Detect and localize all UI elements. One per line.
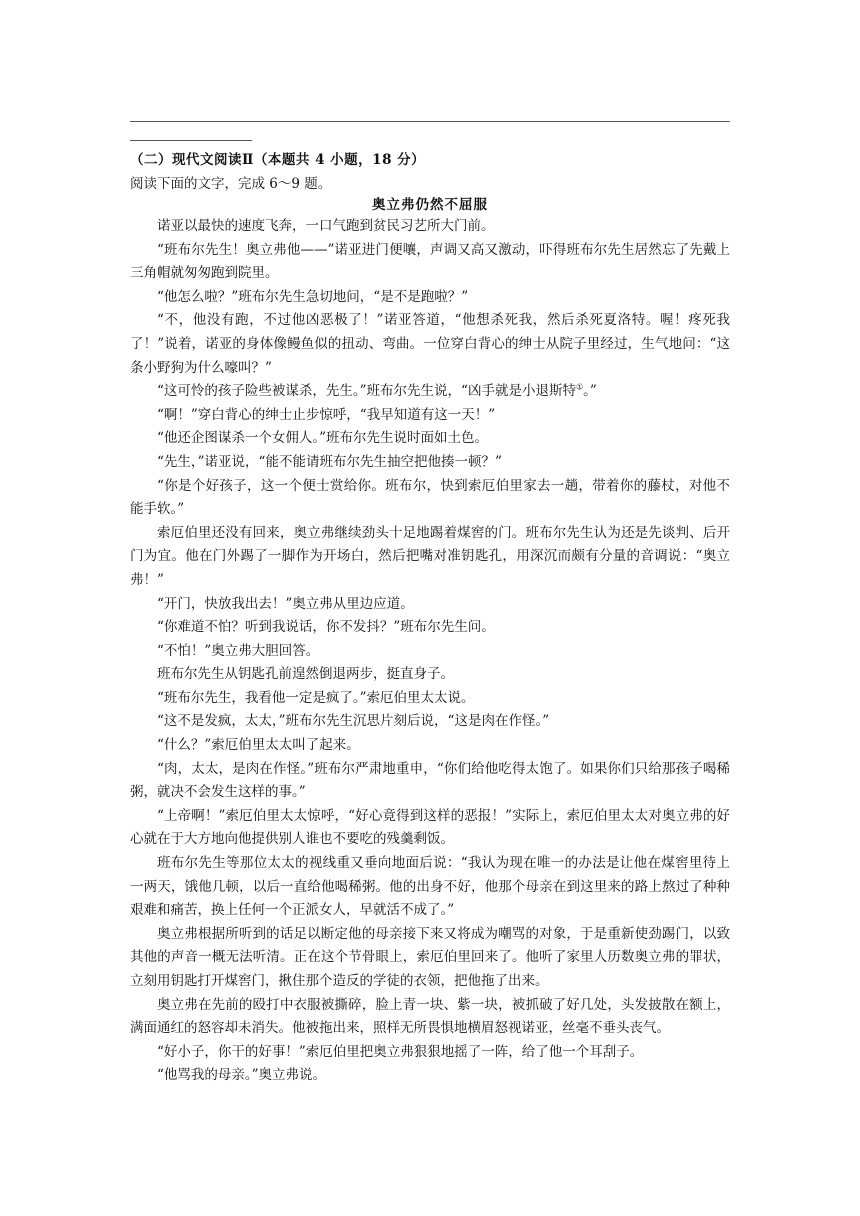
paragraph: “先生，”诺亚说，“能不能请班布尔先生抽空把他揍一顿？” [157,453,502,470]
paragraph: 诺亚以最快的速度飞奔，一口气跑到贫民习艺所大门前。 [157,218,495,234]
paragraph: 班布尔先生从钥匙孔前遑然倒退两步，挺直身子。 [157,666,454,683]
article-title: 奥立弗仍然不屈服 [372,197,488,213]
paragraph: “肉，太太，是肉在作怪。”班布尔严肃地重申，“你们给他吃得太饱了。如果你们只给那孩子喝稀粥，就决不会发生这样的事。” [130,760,730,801]
paragraph: “上帝啊！”索厄伯里太太惊呼，“好心竟得到这样的恶报！”实际上，索厄伯里太太对奥立弗的好心就在于大方地向他提供别人谁也不要吃的残羹剩饭。 [130,807,730,848]
paragraph-text: “这可怜的孩子险些被谋杀，先生。”班布尔先生说，“凶手就是小退斯特 [157,383,576,400]
header-short-rule [130,140,252,141]
paragraph: “好小子，你干的好事！”索厄伯里把奥立弗狠狠地摇了一阵，给了他一个耳刮子。 [157,1043,644,1060]
paragraph: “这不是发疯，太太，”班布尔先生沉思片刻后说，“这是肉在作怪。” [157,713,550,730]
paragraph: “他骂我的母亲。”奥立弗说。 [157,1067,327,1084]
article-body [130,215,730,1088]
paragraph: “班布尔先生，我看他一定是疯了。”索厄伯里太太说。 [157,689,475,706]
paragraph: “你难道不怕？听到我说话，你不发抖？”班布尔先生问。 [157,619,495,636]
paragraph-text-end: 。” [583,383,597,400]
section-heading: （二）现代文阅读Ⅱ（本题共 4 小题，18 分） [130,152,426,168]
paragraph: “不怕！”奥立弗大胆回答。 [157,642,320,659]
reading-instruction: 阅读下面的文字，完成 6～9 题。 [130,176,332,192]
paragraph: “开门，快放我出去！”奥立弗从里边应道。 [157,595,414,612]
paragraph: “班布尔先生！奥立弗他——”诺亚进门便嚷，声调又高又激动，吓得班布尔先生居然忘了先戴上三角帽就匆匆跑到院里。 [130,241,730,282]
paragraph: “你是个好孩子，这一个便士赏给你。班布尔，快到索厄伯里家去一趟，带着你的藤杖，对他不能手软。” [130,477,730,518]
header-rule [130,121,730,122]
paragraph [130,380,730,404]
paragraph: 索厄伯里还没有回来，奥立弗继续劲头十足地踢着煤窖的门。班布尔先生认为还是先谈判、后开门为宜。他在门外踢了一脚作为开场白，然后把嘴对准钥匙孔，用深沉而颇有分量的音调说：“奥立弗！” [130,524,730,588]
paragraph: 奥立弗在先前的殴打中衣服被撕碎，脸上青一块、紫一块，被抓破了好几处，头发披散在额上，满面通红的怒容却未消失。他被拖出来，照样无所畏惧地横眉怒视诺亚，丝毫不垂头丧气。 [130,996,730,1037]
paragraph: “他怎么啦？”班布尔先生急切地问，“是不是跑啦？” [157,288,469,305]
paragraph: 奥立弗根据所听到的话足以断定他的母亲接下来又将成为嘲骂的对象，于是重新使劲踢门，以致其他的声音一概无法听清。正在这个节骨眼上，索厄伯里回来了。他听了家里人历数奥立弗的罪状，立刻用钥匙打开煤窖门，揪住那个造反的学徒的衣领，把他拖了出来。 [130,925,730,989]
paragraph: “什么？”索厄伯里太太叫了起来。 [157,737,360,754]
paragraph: 班布尔先生等那位太太的视线重又垂向地面后说：“我认为现在唯一的办法是让他在煤窖里待上一两天，饿他几顿，以后一直给他喝稀粥。他的出身不好，他那个母亲在到这里来的路上熬过了种种艰难和痛苦，换上任何一个正派女人，早就活不成了。” [130,855,730,919]
paragraph: “啊！”穿白背心的绅士止步惊呼，“我早知道有这一天！” [157,406,496,423]
paragraph: “不，他没有跑，不过他凶恶极了！”诺亚答道，“他想杀死我，然后杀死夏洛特。喔！疼死我了！”说着，诺亚的身体像鳗鱼似的扭动、弯曲。一位穿白背心的绅士从院子里经过，生气地问：“这条小野狗为什么嚎叫？” [130,312,730,376]
footnote-marker: ① [575,382,584,392]
paragraph: “他还企图谋杀一个女佣人。”班布尔先生说时面如土色。 [157,430,489,447]
